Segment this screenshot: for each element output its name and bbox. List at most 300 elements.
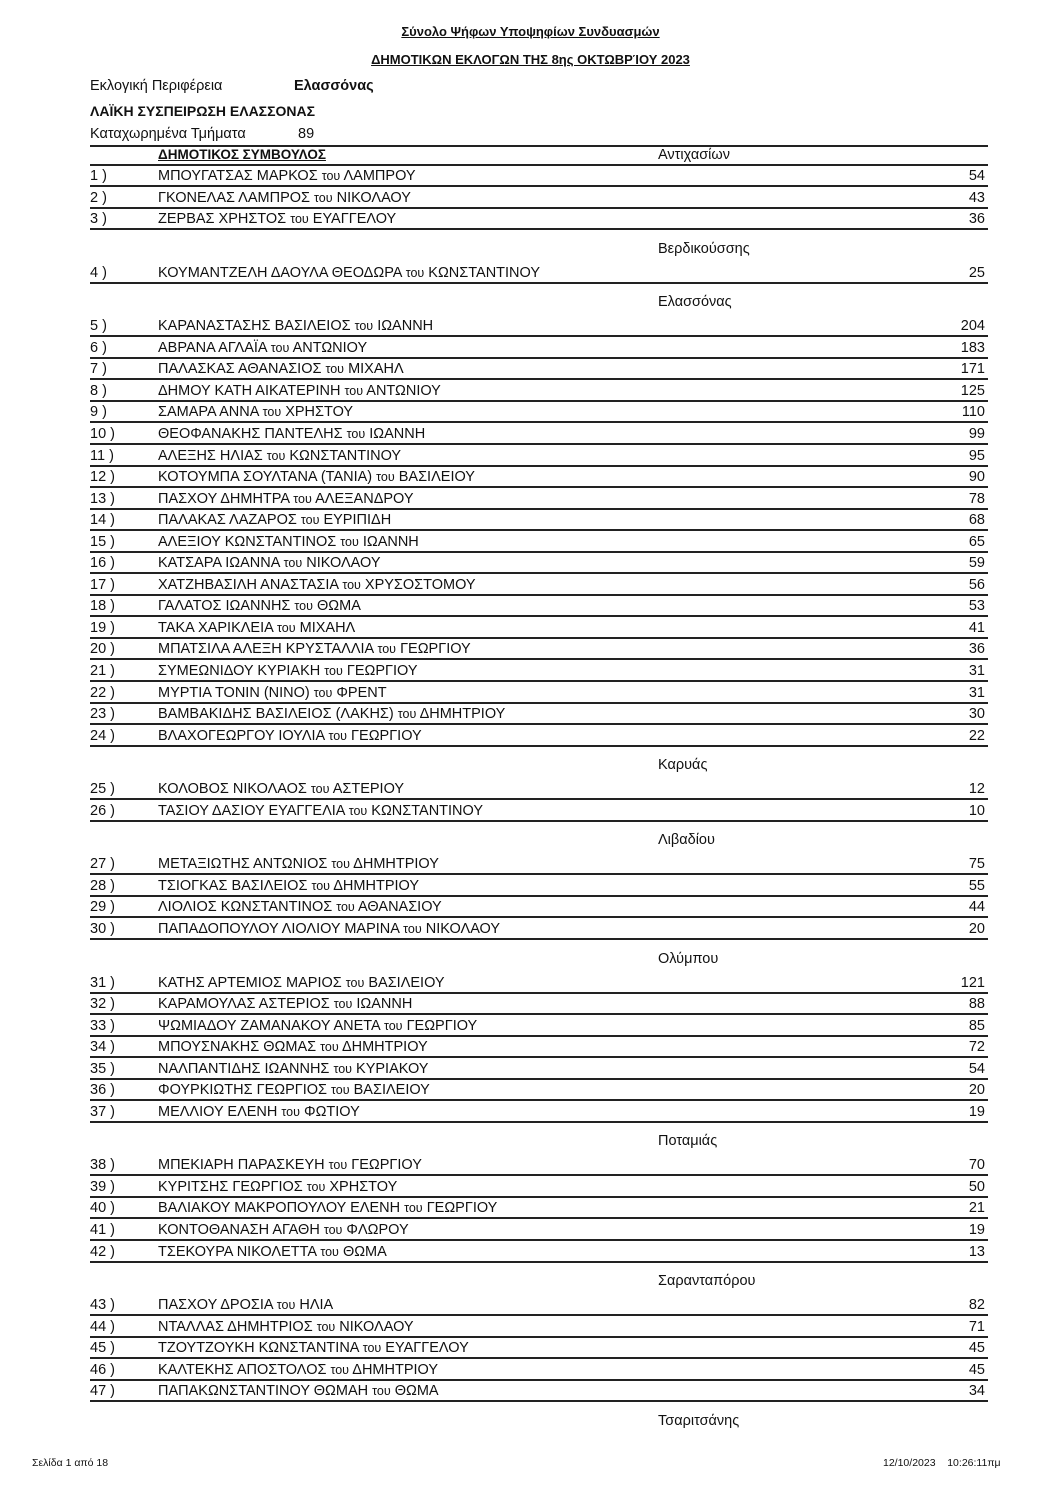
candidate-number: 11 ) xyxy=(90,447,114,464)
father-prefix: του xyxy=(403,921,422,936)
table-row xyxy=(90,359,988,380)
table-row xyxy=(90,263,988,284)
vote-count: 30 xyxy=(968,706,985,723)
candidate-name xyxy=(158,404,353,420)
table-row xyxy=(90,1198,988,1219)
vote-count: 31 xyxy=(968,684,985,701)
candidate-name xyxy=(158,340,367,356)
father-name: ΦΡΕΝΤ xyxy=(336,684,387,701)
candidate-surname: ΚΥΡΙΤΣΗΣ ΓΕΩΡΓΙΟΣ xyxy=(158,1178,303,1195)
father-name: ΕΥΑΓΓΕΛΟΥ xyxy=(385,1340,469,1357)
father-prefix: του xyxy=(328,728,347,743)
candidate-name xyxy=(158,426,425,442)
father-prefix: του xyxy=(405,265,425,280)
table-row xyxy=(90,1317,988,1338)
vote-count: 44 xyxy=(968,899,985,916)
table-row xyxy=(90,1338,988,1359)
father-name: ΜΙΧΑΗΛ xyxy=(348,361,404,378)
candidate-number: 25 ) xyxy=(90,781,115,798)
candidate-name xyxy=(158,921,500,937)
candidate-number: 7 ) xyxy=(90,361,107,378)
father-name: ΓΕΩΡΓΙΟΥ xyxy=(351,1157,422,1174)
candidate-surname: ΚΟΤΟΥΜΠΑ ΣΟΥΛΤΑΝΑ (ΤΑΝΙΑ) xyxy=(158,469,373,486)
father-name: ΑΘΑΝΑΣΙΟΥ xyxy=(358,899,442,916)
vote-count: 71 xyxy=(968,1318,985,1335)
table-row xyxy=(90,639,988,660)
vote-count: 65 xyxy=(968,533,985,550)
father-prefix: του xyxy=(346,426,366,441)
table-row xyxy=(90,553,988,574)
father-name: ΝΙΚΟΛΑΟΥ xyxy=(425,920,501,937)
father-name: ΗΛΙΑ xyxy=(299,1297,334,1314)
table-row xyxy=(90,876,988,897)
document-title: Σύνολο Ψήφων Υποψηφίων Συνδυασμών xyxy=(401,24,660,39)
candidate-name xyxy=(158,555,381,571)
father-prefix: του xyxy=(345,975,365,990)
father-name: ΙΩΑΝΝΗ xyxy=(369,425,426,442)
candidate-number: 8 ) xyxy=(90,382,107,399)
district-heading: Βερδικούσσης xyxy=(658,240,750,257)
candidate-number: 28 ) xyxy=(90,877,115,894)
candidate-name xyxy=(158,1018,477,1034)
candidate-surname: ΔΗΜΟΥ ΚΑΤΗ ΑΙΚΑΤΕΡΙΝΗ xyxy=(158,382,341,399)
candidate-surname: ΒΑΜΒΑΚΙΔΗΣ ΒΑΣΙΛΕΙΟΣ (ΛΑΚΗΣ) xyxy=(158,706,394,723)
region-value: Ελασσόνας xyxy=(294,78,374,94)
father-name: ΛΑΜΠΡΟΥ xyxy=(343,168,416,184)
candidate-number: 21 ) xyxy=(90,663,115,679)
candidate-number: 13 ) xyxy=(90,490,115,507)
candidate-name xyxy=(158,1200,497,1216)
father-prefix: του xyxy=(397,707,417,722)
father-prefix: του xyxy=(294,599,313,614)
candidate-surname: ΤΣΙΟΓΚΑΣ ΒΑΣΙΛΕΙΟΣ xyxy=(158,877,308,894)
candidate-number: 22 ) xyxy=(90,684,115,701)
table-row xyxy=(90,1037,988,1058)
table-row xyxy=(90,973,988,994)
page-number: Σελίδα 1 από 18 xyxy=(32,1457,109,1469)
father-name: ΕΥΡΙΠΙΔΗ xyxy=(323,512,392,529)
father-name: ΙΩΑΝΝΗ xyxy=(356,996,413,1013)
district-heading: Ολύμπου xyxy=(658,950,719,967)
vote-count: 78 xyxy=(968,490,985,507)
father-name: ΝΙΚΟΛΑΟΥ xyxy=(336,189,411,206)
candidate-number: 34 ) xyxy=(90,1039,115,1056)
table-row xyxy=(90,854,988,875)
candidate-name xyxy=(158,1340,469,1356)
candidate-name xyxy=(158,361,404,377)
father-prefix: του xyxy=(281,1104,300,1119)
father-prefix: του xyxy=(314,190,333,205)
candidate-number: 17 ) xyxy=(90,576,115,593)
district-heading: Λιβαδίου xyxy=(658,832,715,849)
candidate-surname: ΨΩΜΙΑΔΟΥ ΖΑΜΑΝΑΚΟΥ ΑΝΕΤΑ xyxy=(158,1017,380,1034)
father-prefix: του xyxy=(306,1179,326,1194)
table-row xyxy=(90,338,988,359)
candidate-surname: ΑΛΕΞΙΟΥ ΚΩΝΣΤΑΝΤΙΝΟΣ xyxy=(158,533,337,550)
vote-count: 19 xyxy=(968,1222,985,1238)
father-prefix: του xyxy=(325,362,345,377)
candidate-name xyxy=(158,1297,333,1313)
father-name: ΒΑΣΙΛΕΙΟΥ xyxy=(398,469,475,486)
vote-count: 41 xyxy=(968,619,985,636)
father-name: ΑΝΤΩΝΙΟΥ xyxy=(366,382,441,399)
candidate-name xyxy=(158,577,476,593)
candidate-surname: ΚΟΝΤΟΘΑΝΑΣΗ ΑΓΑΘΗ xyxy=(158,1222,320,1238)
candidate-name xyxy=(158,1222,409,1238)
candidate-number: 35 ) xyxy=(90,1060,115,1077)
father-name: ΙΩΑΝΝΗ xyxy=(362,533,419,550)
vote-count: 95 xyxy=(968,447,985,464)
father-name: ΑΛΕΞΑΝΔΡΟΥ xyxy=(315,490,414,507)
candidate-name xyxy=(158,781,404,797)
district-heading: Σαρανταπόρου xyxy=(658,1273,756,1290)
vote-count: 59 xyxy=(968,555,985,572)
candidate-surname: ΠΑΣΧΟΥ ΔΡΟΣΙΑ xyxy=(158,1297,273,1314)
candidate-name xyxy=(158,469,475,485)
father-prefix: του xyxy=(333,1061,352,1076)
candidate-name xyxy=(158,1039,428,1055)
candidate-name xyxy=(158,168,416,184)
vote-count: 43 xyxy=(968,189,985,206)
candidate-number: 6 ) xyxy=(90,339,107,356)
vote-count: 125 xyxy=(960,382,985,399)
candidate-surname: ΠΑΛΑΣΚΑΣ ΑΘΑΝΑΣΙΟΣ xyxy=(158,361,322,378)
candidate-surname: ΚΑΤΣΑΡΑ ΙΩΑΝΝΑ xyxy=(158,555,280,572)
candidate-surname: ΤΖΟΥΤΖΟΥΚΗ ΚΩΝΣΤΑΝΤΙΝΑ xyxy=(158,1340,359,1357)
table-row xyxy=(90,683,988,704)
father-prefix: του xyxy=(404,1201,423,1216)
table-row xyxy=(90,1381,988,1402)
table-row xyxy=(90,381,988,402)
vote-count: 20 xyxy=(968,920,985,937)
table-row xyxy=(90,166,988,187)
district-heading: Καρυάς xyxy=(658,757,708,774)
candidate-number: 12 ) xyxy=(90,469,115,486)
table-row xyxy=(90,1080,988,1101)
father-prefix: του xyxy=(262,405,282,420)
father-name: ΓΕΩΡΓΙΟΥ xyxy=(426,1200,498,1217)
father-name: ΒΑΣΙΛΕΙΟΥ xyxy=(353,1082,430,1099)
candidate-number: 39 ) xyxy=(90,1178,115,1195)
father-name: ΔΗΜΗΤΡΙΟΥ xyxy=(419,706,506,723)
candidate-number: 43 ) xyxy=(90,1297,115,1314)
candidate-name xyxy=(158,190,411,206)
father-name: ΚΩΝΣΤΑΝΤΙΝΟΥ xyxy=(428,264,541,281)
father-prefix: του xyxy=(354,319,374,334)
candidate-surname: ΜΥΡΤΙΑ ΤΟΝΙΝ (ΝΙΝΟ) xyxy=(158,684,310,701)
candidate-number: 47 ) xyxy=(90,1383,115,1400)
candidate-number: 9 ) xyxy=(90,404,107,421)
father-prefix: του xyxy=(331,1083,350,1098)
candidate-surname: ΚΑΛΤΕΚΗΣ ΑΠΟΣΤΟΛΟΣ xyxy=(158,1361,327,1378)
table-row xyxy=(90,446,988,467)
father-prefix: του xyxy=(377,642,397,657)
candidate-name xyxy=(158,265,540,281)
table-row xyxy=(90,801,988,822)
vote-count: 75 xyxy=(968,856,985,873)
vote-count: 55 xyxy=(968,877,985,894)
table-row xyxy=(90,726,988,747)
vote-count: 90 xyxy=(968,469,985,486)
district-heading: Τσαριτσάνης xyxy=(658,1412,740,1429)
candidate-surname: ΝΑΛΠΑΝΤΙΔΗΣ ΙΩΑΝΝΗΣ xyxy=(158,1060,330,1077)
father-prefix: του xyxy=(344,383,364,398)
father-prefix: του xyxy=(313,685,333,700)
vote-count: 53 xyxy=(968,598,985,615)
vote-count: 20 xyxy=(968,1082,985,1099)
father-prefix: του xyxy=(310,782,330,797)
table-row xyxy=(90,510,988,531)
candidate-name xyxy=(158,1179,397,1195)
vote-count: 121 xyxy=(960,974,985,991)
father-prefix: του xyxy=(320,1040,339,1055)
father-prefix: του xyxy=(320,1244,339,1259)
table-row xyxy=(90,424,988,445)
father-name: ΓΕΩΡΓΙΟΥ xyxy=(346,663,418,679)
candidate-name xyxy=(158,728,422,744)
candidate-surname: ΖΕΡΒΑΣ ΧΡΗΣΤΟΣ xyxy=(158,211,287,228)
candidate-name xyxy=(158,878,419,894)
candidate-name xyxy=(158,534,419,550)
table-row xyxy=(90,209,988,230)
vote-count: 10 xyxy=(968,802,985,819)
father-prefix: του xyxy=(324,664,343,678)
candidate-surname: ΑΛΕΞΗΣ ΗΛΙΑΣ xyxy=(158,447,263,464)
vote-count: 82 xyxy=(968,1297,985,1314)
father-prefix: του xyxy=(323,1223,343,1237)
district-heading: Ποταμιάς xyxy=(658,1133,718,1150)
candidate-name xyxy=(158,1104,360,1120)
table-row xyxy=(90,1242,988,1263)
candidate-number: 33 ) xyxy=(90,1017,115,1034)
candidate-name xyxy=(158,975,445,991)
candidate-number: 1 ) xyxy=(90,168,107,184)
vote-count: 21 xyxy=(968,1200,985,1217)
candidate-name xyxy=(158,1061,428,1077)
father-prefix: του xyxy=(342,577,361,592)
vote-count: 72 xyxy=(968,1039,985,1056)
candidate-number: 5 ) xyxy=(90,318,107,335)
table-row xyxy=(90,1155,988,1176)
candidate-name xyxy=(158,641,471,657)
candidate-name xyxy=(158,620,355,636)
candidate-number: 40 ) xyxy=(90,1200,115,1217)
table-row xyxy=(90,779,988,800)
candidate-surname: ΚΟΥΜΑΝΤΖΕΛΗ ΔΑΟΥΛΑ ΘΕΟΔΩΡΑ xyxy=(158,264,402,281)
father-name: ΑΝΤΩΝΙΟΥ xyxy=(292,339,368,356)
sections-label: Καταχωρημένα Τμήματα xyxy=(90,126,246,142)
father-name: ΔΗΜΗΤΡΙΟΥ xyxy=(353,856,439,873)
father-name: ΦΛΩΡΟΥ xyxy=(346,1222,409,1238)
father-name: ΘΩΜΑ xyxy=(394,1383,439,1400)
vote-count: 183 xyxy=(960,339,985,356)
father-prefix: του xyxy=(348,803,368,818)
candidate-surname: ΘΕΟΦΑΝΑΚΗΣ ΠΑΝΤΕΛΗΣ xyxy=(158,425,343,442)
father-prefix: του xyxy=(293,491,312,506)
candidate-number: 24 ) xyxy=(90,727,115,744)
vote-count: 31 xyxy=(968,663,985,679)
table-row xyxy=(90,897,988,918)
table-row xyxy=(90,489,988,510)
table-row xyxy=(90,467,988,488)
father-name: ΓΕΩΡΓΙΟΥ xyxy=(406,1017,478,1034)
father-prefix: του xyxy=(328,1158,348,1173)
candidate-surname: ΜΕΤΑΞΙΩΤΗΣ ΑΝΤΩΝΙΟΣ xyxy=(158,856,328,873)
father-name: ΧΡΗΣΤΟΥ xyxy=(329,1178,398,1195)
vote-count: 54 xyxy=(968,168,985,184)
candidate-name xyxy=(158,1244,387,1260)
father-name: ΔΗΜΗΤΡΙΟΥ xyxy=(333,877,419,894)
candidate-number: 31 ) xyxy=(90,974,115,991)
candidate-name xyxy=(158,899,442,915)
candidate-name xyxy=(158,706,505,722)
vote-count: 85 xyxy=(968,1017,985,1034)
candidate-surname: ΓΚΟΝΕΛΑΣ ΛΑΜΠΡΟΣ xyxy=(158,189,311,206)
candidate-surname: ΚΑΡΑΜΟΥΛΑΣ ΑΣΤΕΡΙΟΣ xyxy=(158,996,330,1013)
candidate-name xyxy=(158,512,391,528)
candidate-surname: ΤΑΣΙΟΥ ΔΑΣΙΟΥ ΕΥΑΓΓΕΛΙΑ xyxy=(158,802,345,819)
table-row xyxy=(90,919,988,940)
candidate-number: 46 ) xyxy=(90,1361,115,1378)
candidate-surname: ΓΑΛΑΤΟΣ ΙΩΑΝΝΗΣ xyxy=(158,598,291,615)
father-prefix: του xyxy=(321,169,341,183)
candidate-number: 19 ) xyxy=(90,619,115,636)
vote-count: 45 xyxy=(968,1361,985,1378)
candidate-name xyxy=(158,685,387,701)
party-name: ΛΑΪΚΗ ΣΥΣΠΕΙΡΩΣΗ ΕΛΑΣΣΟΝΑΣ xyxy=(90,103,315,119)
candidate-name xyxy=(158,856,439,872)
candidate-surname: ΠΑΠΑΚΩΝΣΤΑΝΤΙΝΟΥ ΘΩΜΑΗ xyxy=(158,1383,369,1400)
father-name: ΓΕΩΡΓΙΟΥ xyxy=(351,727,422,744)
father-name: ΑΣΤΕΡΙΟΥ xyxy=(332,781,405,798)
father-name: ΚΩΝΣΤΑΝΤΙΝΟΥ xyxy=(371,802,484,819)
father-prefix: του xyxy=(383,1018,403,1033)
candidate-number: 23 ) xyxy=(90,706,115,723)
vote-count: 171 xyxy=(960,361,985,378)
candidate-name xyxy=(158,383,441,399)
candidate-surname: ΣΑΜΑΡΑ ΑΝΝΑ xyxy=(158,404,259,421)
candidate-surname: ΧΑΤΖΗΒΑΣΙΛΗ ΑΝΑΣΤΑΣΙΑ xyxy=(158,576,339,593)
father-name: ΘΩΜΑ xyxy=(342,1243,387,1260)
father-prefix: του xyxy=(266,448,286,463)
candidate-name xyxy=(158,663,418,679)
candidate-number: 14 ) xyxy=(90,512,115,529)
table-row xyxy=(90,1059,988,1080)
candidate-surname: ΜΠΟΥΣΝΑΚΗΣ ΘΩΜΑΣ xyxy=(158,1039,317,1056)
father-prefix: του xyxy=(340,534,359,549)
vote-count: 34 xyxy=(968,1383,985,1400)
vote-count: 54 xyxy=(968,1060,985,1077)
father-name: ΕΥΑΓΓΕΛΟΥ xyxy=(312,211,397,228)
column-header-councillor: ΔΗΜΟΤΙΚΟΣ ΣΥΜΒΟΥΛΟΣ xyxy=(158,147,326,162)
candidate-name xyxy=(158,211,396,227)
candidate-number: 18 ) xyxy=(90,598,115,615)
candidate-number: 38 ) xyxy=(90,1157,115,1174)
candidate-number: 27 ) xyxy=(90,856,115,873)
candidate-number: 3 ) xyxy=(90,211,107,228)
candidate-number: 44 ) xyxy=(90,1318,115,1335)
father-prefix: του xyxy=(362,1341,382,1356)
table-row xyxy=(90,704,988,725)
table-row xyxy=(90,1102,988,1123)
candidate-surname: ΜΕΛΛΙΟΥ ΕΛΕΝΗ xyxy=(158,1103,278,1120)
candidate-name xyxy=(158,1157,422,1173)
table-row xyxy=(90,402,988,423)
table-row xyxy=(90,1360,988,1381)
candidate-number: 41 ) xyxy=(90,1222,115,1238)
vote-count: 68 xyxy=(968,512,985,529)
table-row xyxy=(90,618,988,639)
table-row xyxy=(90,316,988,337)
candidate-number: 30 ) xyxy=(90,920,115,937)
candidate-surname: ΒΑΛΙΑΚΟΥ ΜΑΚΡΟΠΟΥΛΟΥ ΕΛΕΝΗ xyxy=(158,1200,401,1217)
candidate-number: 36 ) xyxy=(90,1082,115,1099)
candidate-number: 26 ) xyxy=(90,802,115,819)
father-prefix: του xyxy=(372,1384,391,1399)
father-prefix: του xyxy=(333,997,353,1012)
candidate-surname: ΜΠΟΥΓΑΤΣΑΣ ΜΑΡΚΟΣ xyxy=(158,168,318,184)
father-name: ΚΥΡΙΑΚΟΥ xyxy=(356,1060,429,1077)
candidate-surname: ΚΑΡΑΝΑΣΤΑΣΗΣ ΒΑΣΙΛΕΙΟΣ xyxy=(158,318,351,335)
electoral-region xyxy=(90,78,374,94)
candidate-surname: ΣΥΜΕΩΝΙΔΟΥ ΚΥΡΙΑΚΗ xyxy=(158,663,321,679)
candidate-number: 10 ) xyxy=(90,425,115,442)
document-subtitle: ΔΗΜΟΤΙΚΩΝ ΕΚΛΟΓΩΝ ΤΗΣ 8ης ΟΚΤΩΒΡΊΟΥ 2023 xyxy=(371,52,690,67)
candidate-name xyxy=(158,598,361,614)
candidate-surname: ΦΟΥΡΚΙΩΤΗΣ ΓΕΩΡΓΙΟΣ xyxy=(158,1082,328,1099)
father-prefix: του xyxy=(277,620,296,635)
father-name: ΧΡΥΣΟΣΤΟΜΟΥ xyxy=(364,576,476,593)
candidate-number: 16 ) xyxy=(90,555,115,572)
region-label: Εκλογική Περιφέρεια xyxy=(90,78,223,94)
table-row xyxy=(90,1220,988,1241)
candidate-surname: ΑΒΡΑΝΑ ΑΓΛΑΪΑ xyxy=(158,339,267,356)
candidate-name xyxy=(158,996,412,1012)
candidate-surname: ΤΣΕΚΟΥΡΑ ΝΙΚΟΛΕΤΤΑ xyxy=(158,1243,317,1260)
father-name: ΝΙΚΟΛΑΟΥ xyxy=(306,555,381,572)
district-heading: Ελασσόνας xyxy=(658,294,732,311)
candidate-surname: ΝΤΑΛΛΑΣ ΔΗΜΗΤΡΙΟΣ xyxy=(158,1318,313,1335)
father-prefix: του xyxy=(276,1298,296,1313)
vote-count: 88 xyxy=(968,996,985,1013)
candidate-surname: ΜΠΕΚΙΑΡΗ ΠΑΡΑΣΚΕΥΗ xyxy=(158,1157,325,1174)
father-name: ΔΗΜΗΤΡΙΟΥ xyxy=(341,1039,428,1056)
father-name: ΔΗΜΗΤΡΙΟΥ xyxy=(352,1361,439,1378)
father-name: ΜΙΧΑΗΛ xyxy=(299,619,356,636)
father-name: ΙΩΑΝΝΗ xyxy=(377,318,434,335)
father-prefix: του xyxy=(300,513,320,528)
father-prefix: του xyxy=(290,212,309,227)
table-row xyxy=(90,596,988,617)
candidate-number: 45 ) xyxy=(90,1340,115,1357)
table-row xyxy=(90,575,988,596)
candidate-number: 29 ) xyxy=(90,899,115,916)
candidate-number: 20 ) xyxy=(90,641,115,658)
father-name: ΘΩΜΑ xyxy=(317,598,361,615)
father-prefix: του xyxy=(316,1319,336,1334)
district-heading: Αντιχασίων xyxy=(658,147,730,163)
father-prefix: του xyxy=(331,857,350,872)
father-prefix: του xyxy=(330,1362,350,1377)
father-name: ΚΩΝΣΤΑΝΤΙΝΟΥ xyxy=(289,447,402,464)
candidate-name xyxy=(158,491,414,507)
father-name: ΓΕΩΡΓΙΟΥ xyxy=(400,641,471,658)
candidate-name xyxy=(158,1383,439,1399)
table-row xyxy=(90,994,988,1015)
candidate-surname: ΜΠΑΤΣΙΛΑ ΑΛΕΞΗ ΚΡΥΣΤΑΛΛΙΑ xyxy=(158,641,374,658)
candidate-surname: ΠΑΛΑΚΑΣ ΛΑΖΑΡΟΣ xyxy=(158,512,297,529)
candidate-surname: ΛΙΟΛΙΟΣ ΚΩΝΣΤΑΝΤΙΝΟΣ xyxy=(158,899,333,916)
